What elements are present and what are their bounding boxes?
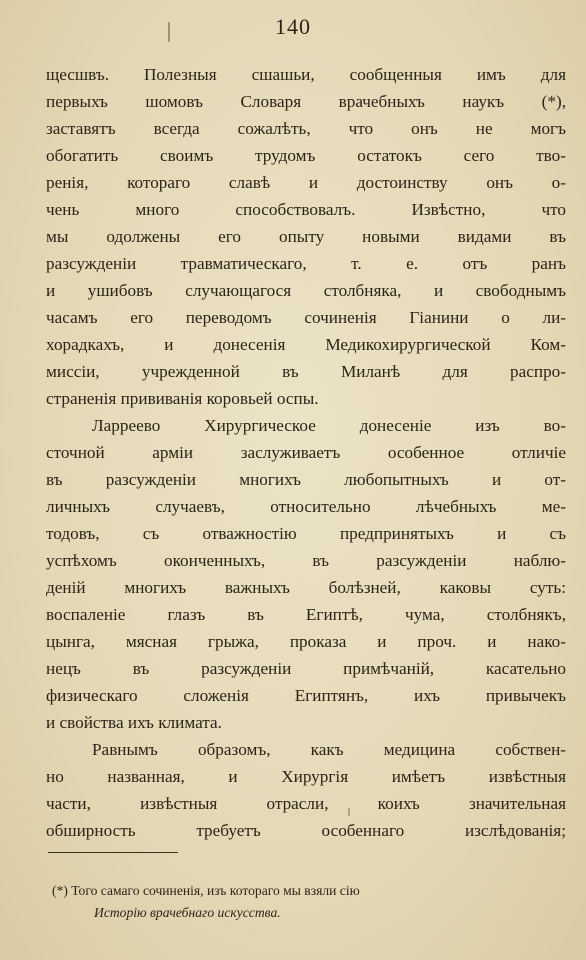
text-line: въ разсужденіи многихъ любопытныхъ и от-	[46, 470, 566, 489]
text-line: части, извѣстныя отрасли, коихъ значительная	[46, 794, 566, 813]
text-line-paragraph-end: страненія прививанія коровьей оспы.	[46, 389, 319, 408]
text-line: заставятъ всегда сожалѣть, что онъ не могъ	[46, 119, 566, 138]
text-line: тодовъ, съ отважностію предпринятыхъ и съ	[46, 524, 566, 543]
text-line: разсужденіи травматическаго, т. е. отъ ранъ	[46, 254, 566, 273]
text-line: успѣхомъ оконченныхъ, въ разсужденіи наблю-	[46, 551, 566, 570]
body-text	[46, 61, 566, 844]
footnote-line: (*) Того самаго сочиненія, изъ котораго мы взяли сію	[52, 883, 360, 898]
footnote-divider	[48, 852, 178, 853]
text-line: обширность требуетъ особеннаго изслѣдованія;	[46, 821, 566, 840]
text-line: и ушибовъ случающагося столбняка, и свободнымъ	[46, 281, 566, 300]
text-line: сточной арміи заслуживаетъ особенное отличіе	[46, 443, 566, 462]
text-line: щесшвъ. Полезныя сшашьи, сообщенныя имъ для	[46, 65, 566, 84]
text-line: обогатить своимъ трудомъ остатокъ сего тво-	[46, 146, 566, 165]
text-line: цынга, мясная грыжа, проказа и проч. и нако-	[46, 632, 566, 651]
footnote	[52, 880, 562, 924]
text-line: физическаго сложенія Египтянъ, ихъ привычекъ	[46, 686, 566, 705]
text-line: первыхъ шомовъ Словаря врачебныхъ наукъ (*),	[46, 92, 566, 111]
text-line: личныхъ случаевъ, относительно лѣчебныхъ ме-	[46, 497, 566, 516]
text-line-paragraph-end: и свойства ихъ климата.	[46, 713, 222, 732]
text-line: нецъ въ разсужденіи примѣчаній, касательно	[46, 659, 566, 678]
text-line: воспаленіе глазъ въ Египтѣ, чума, столбнякъ,	[46, 605, 566, 624]
text-line: чень много способствовалъ. Извѣстно, что	[46, 200, 566, 219]
text-line: часамъ его переводомъ сочиненія Гіанини о ли-	[46, 308, 566, 327]
paper-speck	[348, 808, 350, 816]
text-line: миссіи, учрежденной въ Миланѣ для распро-	[46, 362, 566, 381]
text-line: хорадкахъ, и донесенія Медикохирургической Ком-	[46, 335, 566, 354]
text-line-paragraph-start: Ларреево Хирургическое донесеніе изъ во-	[92, 416, 566, 435]
text-line-paragraph-start: Равнымъ образомъ, какъ медицина собствен-	[92, 740, 566, 759]
text-line: деній многихъ важныхъ болѣзней, каковы суть:	[46, 578, 566, 597]
page-number: 140	[275, 14, 311, 39]
text-line: мы одолжены его опыту новыми видами въ	[46, 227, 566, 246]
text-line: ренія, котораго славѣ и достоинству онъ о-	[46, 173, 566, 192]
text-line: но названная, и Хирургія имѣетъ извѣстныя	[46, 767, 566, 786]
footnote-line-italic: Исторію врачебнаго искусства.	[94, 905, 281, 920]
